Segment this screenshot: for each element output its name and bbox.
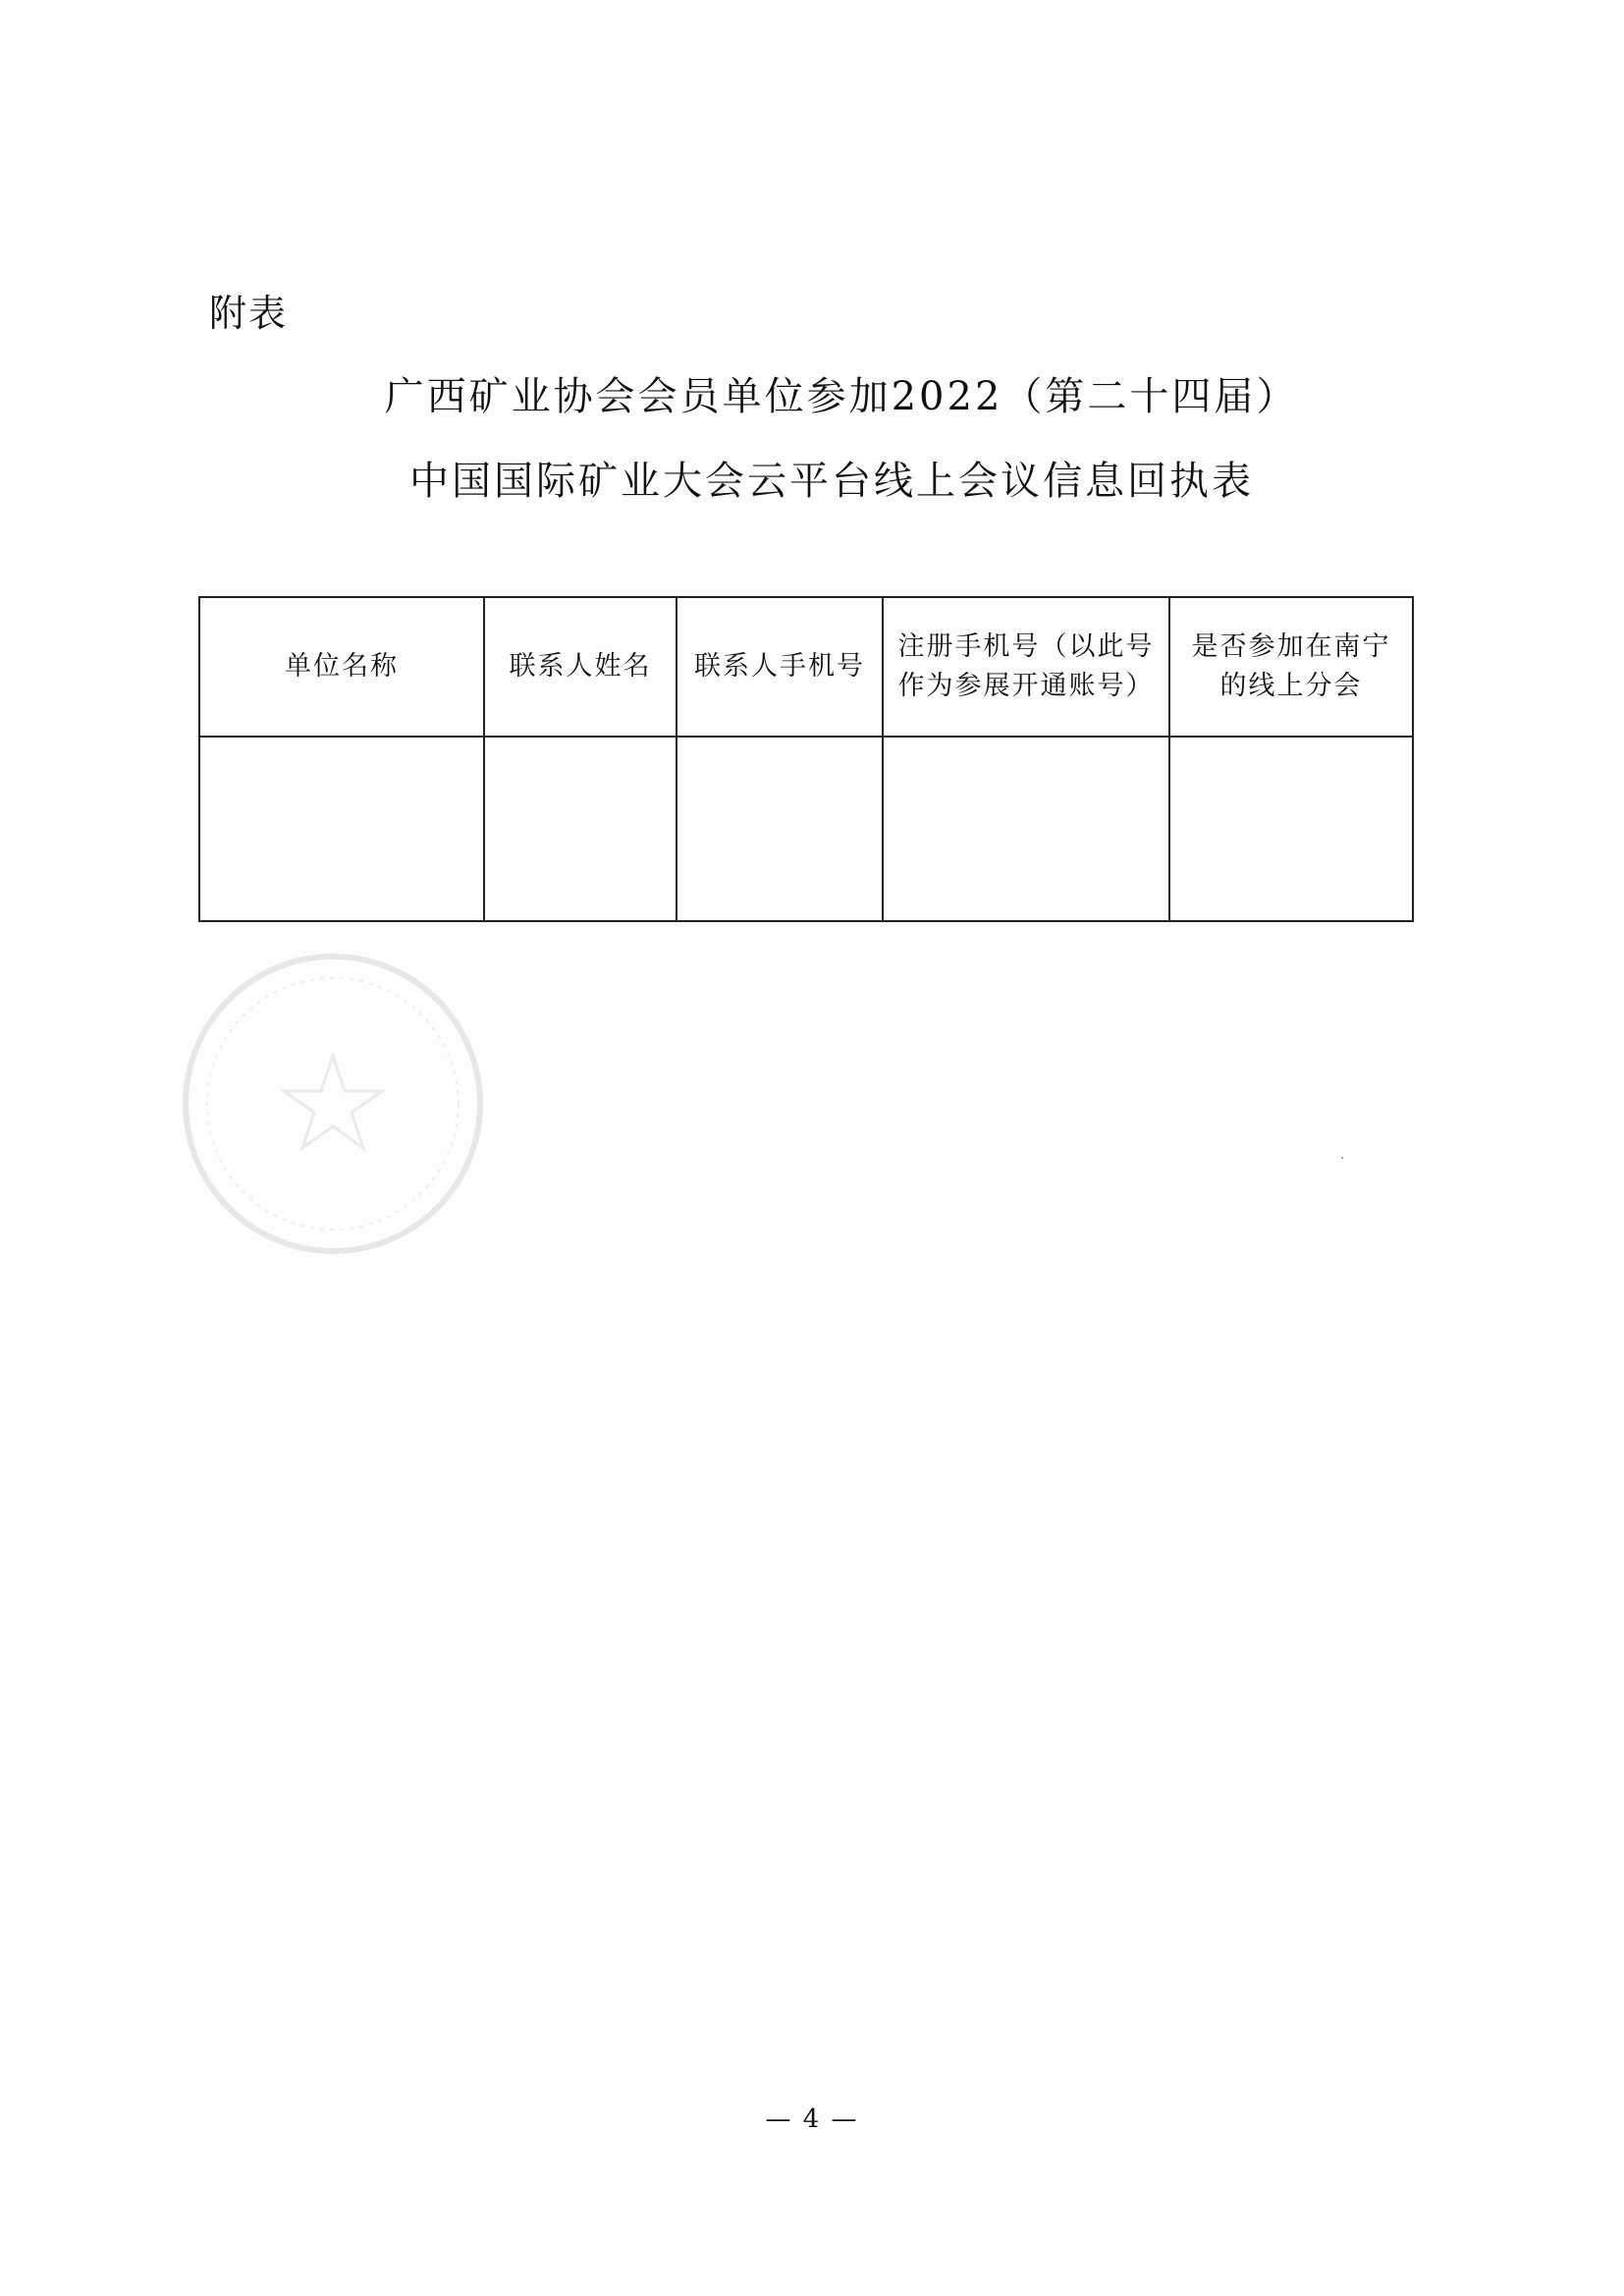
document-title-line-1: 广西矿业协会会员单位参加2022（第二十四届） xyxy=(384,374,1299,419)
header-unit-name-text: 单位名称 xyxy=(285,651,399,682)
cell-attend-nanning[interactable] xyxy=(1169,737,1413,921)
header-attend-nanning-line-1: 是否参加在南宁 xyxy=(1191,631,1391,662)
scan-speck xyxy=(1341,1157,1343,1159)
header-contact-name-text: 联系人姓名 xyxy=(509,651,652,682)
table-header-row xyxy=(199,597,1413,737)
attachment-label: 附表 xyxy=(209,292,289,335)
header-attend-nanning-line-2: 的线上分会 xyxy=(1219,671,1363,701)
header-contact-phone xyxy=(677,597,883,737)
page-number: — 4 — xyxy=(765,2105,859,2134)
faded-seal-stamp xyxy=(177,948,489,1260)
header-registration-phone-line-2: 作为参展开通账号） xyxy=(897,671,1155,701)
header-registration-phone xyxy=(883,597,1169,737)
header-contact-name xyxy=(484,597,677,737)
receipt-form-table xyxy=(198,596,1414,922)
cell-unit-name[interactable] xyxy=(199,737,484,921)
header-contact-phone-text: 联系人手机号 xyxy=(694,651,865,682)
header-unit-name xyxy=(199,597,484,737)
cell-contact-name[interactable] xyxy=(484,737,677,921)
cell-contact-phone[interactable] xyxy=(677,737,883,921)
table-row xyxy=(199,737,1413,921)
header-attend-nanning xyxy=(1169,597,1413,737)
header-registration-phone-line-1: 注册手机号（以此号 xyxy=(897,631,1155,662)
cell-registration-phone[interactable] xyxy=(883,737,1169,921)
document-title-line-2: 中国国际矿业大会云平台线上会议信息回执表 xyxy=(409,459,1254,504)
